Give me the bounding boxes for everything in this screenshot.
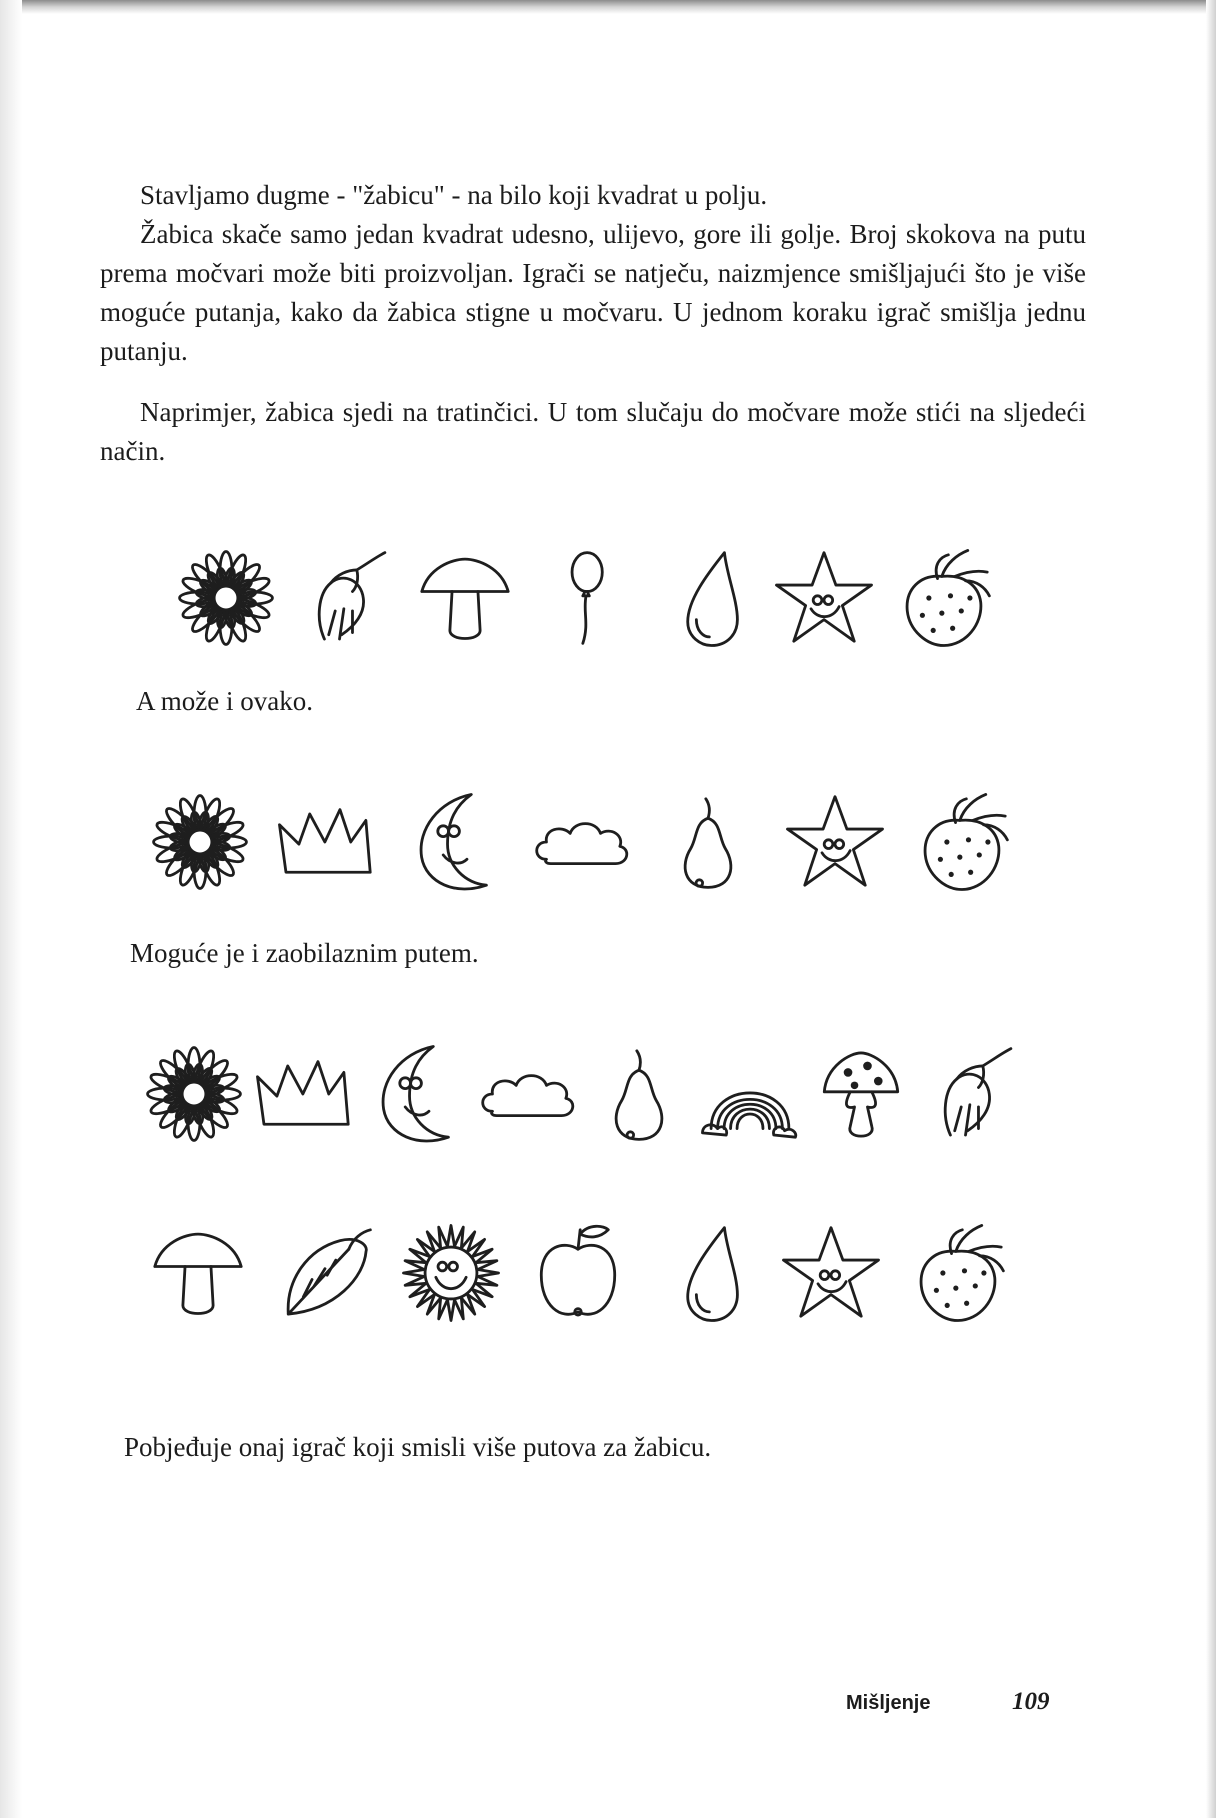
spotted-mushroom-icon — [807, 1040, 915, 1148]
pear-icon — [585, 1040, 693, 1148]
drop-icon — [651, 544, 759, 652]
intro-paragraph: Stavljamo dugme - "žabicu" - na bilo koji kvadrat u polju. — [140, 180, 768, 210]
scan-top-edge — [0, 0, 1216, 14]
strawberry-icon — [904, 1219, 1012, 1327]
caption-alternative-path: A može i ovako. — [136, 686, 313, 716]
strawberry-icon — [890, 544, 998, 652]
cloud-icon — [527, 788, 635, 896]
path-3-row-2 — [144, 1198, 1012, 1348]
moon-icon — [362, 1040, 470, 1148]
daisy-icon — [146, 788, 254, 896]
footer-section-title: Mišljenje — [846, 1692, 931, 1714]
daisy-icon — [172, 544, 280, 652]
star-icon — [781, 788, 889, 896]
bud-icon — [292, 544, 400, 652]
path-1-row — [172, 528, 998, 668]
apple-icon — [524, 1219, 632, 1327]
path-2-row — [146, 772, 1016, 912]
scan-right-edge — [1206, 0, 1216, 1818]
mushroom-icon — [144, 1219, 252, 1327]
mushroom-icon — [411, 544, 519, 652]
page-number: 109 — [1012, 1688, 1050, 1715]
star-icon — [770, 544, 878, 652]
path-3-row-1 — [140, 1024, 1026, 1164]
drop-icon — [651, 1219, 759, 1327]
star-icon — [777, 1219, 885, 1327]
sun-icon — [397, 1219, 505, 1327]
balloon-icon — [531, 544, 639, 652]
crown-icon — [273, 788, 381, 896]
example-paragraph: Naprimjer, žabica sjedi na tratinčici. U tom slučaju do močvare može stići na sljedeći način. — [100, 397, 1086, 466]
rainbow-icon — [696, 1040, 804, 1148]
scan-left-edge — [0, 0, 22, 1818]
strawberry-icon — [908, 788, 1016, 896]
leaf-icon — [271, 1219, 379, 1327]
moon-icon — [400, 788, 508, 896]
bud-icon — [918, 1040, 1026, 1148]
cloud-icon — [473, 1040, 581, 1148]
caption-detour-path: Moguće je i zaobilaznim putem. — [130, 938, 479, 968]
conclusion-text: Pobjeđuje onaj igrač koji smisli više putova za žabicu. — [124, 1432, 712, 1462]
pear-icon — [654, 788, 762, 896]
crown-icon — [251, 1040, 359, 1148]
rules-paragraph: Žabica skače samo jedan kvadrat udesno, ulijevo, gore ili golje. Broj skokova na putu prema močvari može biti proizvoljan. Igrači se natječu, naizmjence smišljajući što je više moguće putanja, kako da žabica stigne u močvaru. U jednom koraku igrač smišlja jednu putanju. — [100, 219, 1086, 366]
daisy-icon — [140, 1040, 248, 1148]
